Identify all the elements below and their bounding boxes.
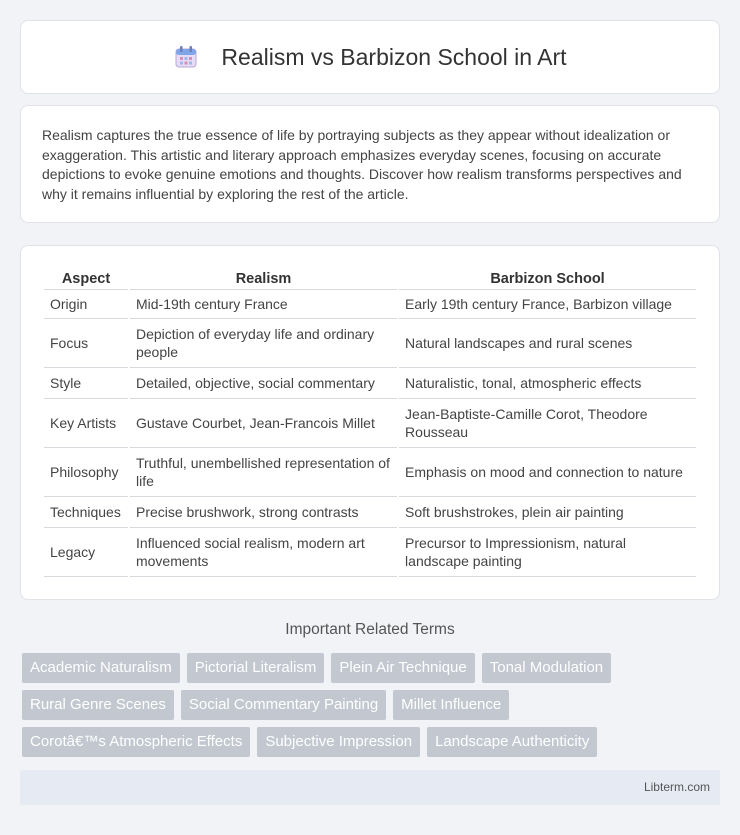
term-tag[interactable]: Pictorial Literalism: [187, 653, 325, 683]
related-terms-title: Important Related Terms: [285, 621, 455, 638]
tag-row: [22, 727, 722, 757]
cell-aspect: Origin: [44, 290, 128, 319]
term-tag[interactable]: Landscape Authenticity: [427, 727, 597, 757]
tag-row: [22, 653, 722, 683]
cell-realism: Detailed, objective, social commentary: [130, 368, 397, 399]
intro-text: Realism captures the true essence of life by portraying subjects as they appear without idealization or exaggeration. This artistic and literary approach emphasizes everyday scenes, focusing on accurate depictions to evoke genuine emotions and thoughts. Discover how realism transforms perspectives and why it remains influential by exploring the rest of the article.: [42, 127, 682, 202]
term-tag[interactable]: Academic Naturalism: [22, 653, 180, 683]
table-row: [44, 497, 696, 528]
cell-barbizon: Natural landscapes and rural scenes: [399, 319, 696, 368]
header-barbizon: Barbizon School: [399, 268, 696, 290]
term-tag[interactable]: Rural Genre Scenes: [22, 690, 174, 720]
related-terms-list: [22, 653, 722, 764]
comparison-table: [42, 268, 698, 577]
cell-aspect: Legacy: [44, 528, 128, 577]
cell-aspect: Key Artists: [44, 399, 128, 448]
cell-barbizon: Soft brushstrokes, plein air painting: [399, 497, 696, 528]
table-header-row: [44, 268, 696, 290]
cell-barbizon: Naturalistic, tonal, atmospheric effects: [399, 368, 696, 399]
term-tag[interactable]: Social Commentary Painting: [181, 690, 386, 720]
calendar-icon: [173, 44, 199, 70]
cell-realism: Truthful, unembellished representation of life: [130, 448, 397, 497]
tag-row: [22, 690, 722, 720]
table-row: [44, 319, 696, 368]
cell-aspect: Philosophy: [44, 448, 128, 497]
header-realism: Realism: [130, 268, 397, 290]
cell-aspect: Focus: [44, 319, 128, 368]
header-card: [20, 20, 720, 94]
term-tag[interactable]: Tonal Modulation: [482, 653, 611, 683]
comparison-table-card: [20, 245, 720, 600]
cell-barbizon: Precursor to Impressionism, natural landscape painting: [399, 528, 696, 577]
table-row: [44, 290, 696, 319]
cell-realism: Mid-19th century France: [130, 290, 397, 319]
cell-realism: Influenced social realism, modern art movements: [130, 528, 397, 577]
table-row: [44, 399, 696, 448]
table-row: [44, 368, 696, 399]
table-row: [44, 448, 696, 497]
intro-card: [20, 105, 720, 223]
cell-barbizon: Jean-Baptiste-Camille Corot, Theodore Rousseau: [399, 399, 696, 448]
cell-realism: Depiction of everyday life and ordinary people: [130, 319, 397, 368]
term-tag[interactable]: Corotâ€™s Atmospheric Effects: [22, 727, 250, 757]
cell-realism: Gustave Courbet, Jean-Francois Millet: [130, 399, 397, 448]
footer-site-link[interactable]: Libterm.com: [643, 780, 710, 794]
term-tag[interactable]: Plein Air Technique: [331, 653, 474, 683]
cell-aspect: Style: [44, 368, 128, 399]
header-aspect: Aspect: [44, 268, 128, 290]
term-tag[interactable]: Subjective Impression: [257, 727, 420, 757]
cell-barbizon: Early 19th century France, Barbizon village: [399, 290, 696, 319]
cell-aspect: Techniques: [44, 497, 128, 528]
cell-barbizon: Emphasis on mood and connection to nature: [399, 448, 696, 497]
cell-realism: Precise brushwork, strong contrasts: [130, 497, 397, 528]
term-tag[interactable]: Millet Influence: [393, 690, 509, 720]
table-row: [44, 528, 696, 577]
footer: [20, 770, 720, 805]
page-title: Realism vs Barbizon School in Art: [221, 43, 567, 70]
